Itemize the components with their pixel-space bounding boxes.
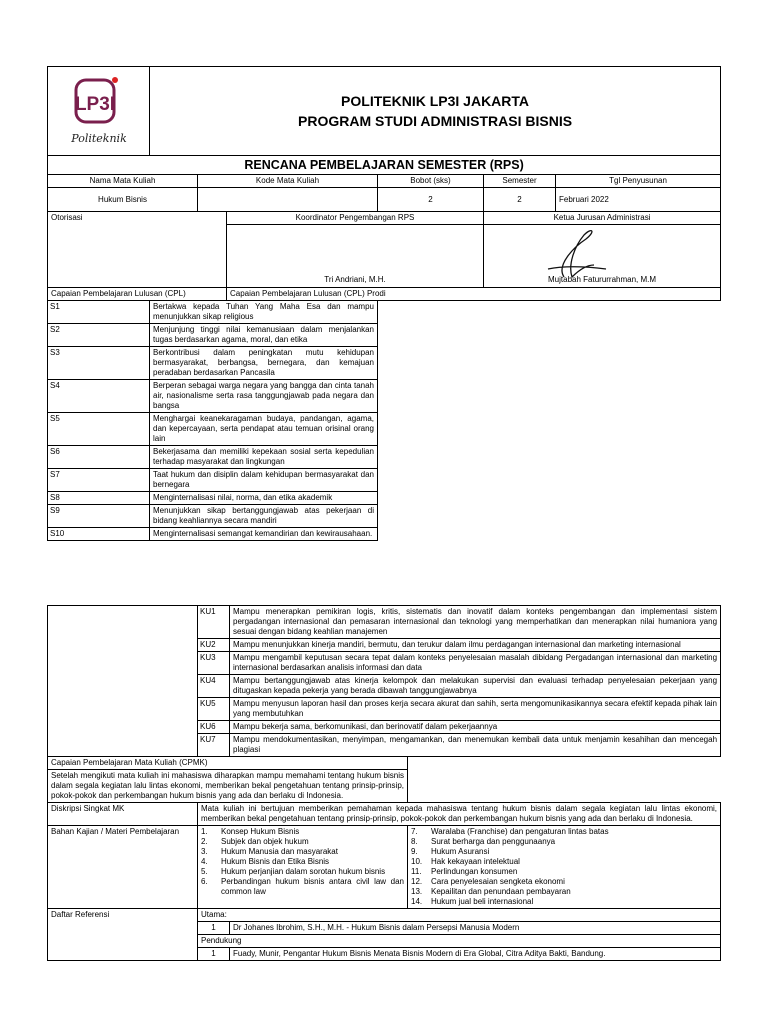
references-main-label: Utama: xyxy=(198,909,721,922)
cpl-row xyxy=(48,301,721,324)
material-item xyxy=(411,897,717,907)
ku-text: Mampu bertanggungjawab atas kinerja kelompok dan melakukan supervisi dan evaluasi terhadap penyelesaian pekerjaan yang ditugaskan kepada pekerja yang berada dibawah tanggungjawabnya xyxy=(230,675,721,698)
course-date: Februari 2022 xyxy=(556,188,721,212)
cpmk-title: Capaian Pembelajaran Mata Kuliah (CPMK) xyxy=(48,757,408,770)
material-number: 13. xyxy=(411,887,423,896)
document-title: RENCANA PEMBELAJARAN SEMESTER (RPS) xyxy=(48,156,721,175)
material-text: Hak kekayaan intelektual xyxy=(431,857,520,866)
cpl-code: S5 xyxy=(48,413,150,446)
cpl-text: Bertakwa kepada Tuhan Yang Maha Esa dan mampu menunjukkan sikap religious xyxy=(150,301,378,324)
description-label: Diskripsi Singkat MK xyxy=(48,803,198,826)
cpl-text: Menginternalisasi nilai, norma, dan etika akademik xyxy=(150,492,378,505)
material-item xyxy=(411,837,717,847)
course-semester: 2 xyxy=(484,188,556,212)
material-number: 14. xyxy=(411,897,423,906)
ku-text: Mampu mendokumentasikan, menyimpan, mengamankan, dan menemukan kembali data untuk menjamin kesahihan dan mencegah plagiasi xyxy=(230,734,721,757)
col-course-code: Kode Mata Kuliah xyxy=(198,175,378,188)
cpl-code: S10 xyxy=(48,528,150,541)
material-text: Subjek dan objek hukum xyxy=(221,837,309,846)
references-label: Daftar Referensi xyxy=(48,909,198,961)
program-name: PROGRAM STUDI ADMINISTRASI BISNIS xyxy=(298,113,573,129)
cpl-text: Berperan sebagai warga negara yang bangga dan cinta tanah air, nasionalisme serta rasa tanggungjawab pada negara dan bangsa xyxy=(150,380,378,413)
cpl-code: S3 xyxy=(48,347,150,380)
ku-code: KU4 xyxy=(198,675,230,698)
material-item xyxy=(201,867,404,877)
reference-support-item: Fuady, Munir, Pengantar Hukum Bisnis Menata Bisnis Modern di Era Global, Citra Aditya Bakti, Bandung. xyxy=(230,948,721,961)
material-item xyxy=(411,877,717,887)
material-text: Surat berharga dan penggunaanya xyxy=(431,837,556,846)
cpl-row xyxy=(48,324,721,347)
material-number: 4. xyxy=(201,857,208,866)
material-text: Perbandingan hukum bisnis antara civil law dan common law xyxy=(221,877,404,896)
ku-text: Mampu menerapkan pemikiran logis, kritis, sistematis dan inovatif dalam konteks pengembangan dan implementasi sistem pergadangan internasional dan pemasaran internasional dan teknologi yang memperhatikan dan menerapkan nilai humaniora yang sesuai dengan bidang keahlian manajemen xyxy=(230,606,721,639)
material-number: 11. xyxy=(411,867,422,876)
cpl-code: S7 xyxy=(48,469,150,492)
cpl-text: Menginternalisasi semangat kemandirian dan kewirausahaan. xyxy=(150,528,378,541)
reference-main-item: Dr Johanes Ibrohim, S.H., M.H. - Hukum Bisnis dalam Persepsi Manusia Modern xyxy=(230,922,721,935)
material-text: Hukum jual beli internasional xyxy=(431,897,534,906)
logo-text: LP3I xyxy=(74,93,115,115)
cpl-row xyxy=(48,446,721,469)
col-credits: Bobot (sks) xyxy=(378,175,484,188)
material-number: 7. xyxy=(411,827,418,836)
cpl-section-title: Capaian Pembelajaran Lulusan (CPL) Prodi xyxy=(227,288,721,301)
col-course-name: Nama Mata Kuliah xyxy=(48,175,198,188)
cpl-label: Capaian Pembelajaran Lulusan (CPL) xyxy=(48,288,227,301)
material-text: Cara penyelesaian sengketa ekonomi xyxy=(431,877,565,886)
material-number: 1. xyxy=(201,827,208,836)
cpl-text: Taat hukum dan disiplin dalam kehidupan bermasyarakat dan bernegara xyxy=(150,469,378,492)
material-item xyxy=(411,827,717,837)
ku-code: KU2 xyxy=(198,639,230,652)
material-item xyxy=(411,857,717,867)
cpl-code: S8 xyxy=(48,492,150,505)
ku-text: Mampu bekerja sama, berkomunikasi, dan berinovatif dalam pekerjaannya xyxy=(230,721,721,734)
coordinator-title: Koordinator Pengembangan RPS xyxy=(227,212,484,225)
ku-text: Mampu menunjukkan kinerja mandiri, bermutu, dan terukur dalam ilmu perdagangan internasional dan marketing internasional xyxy=(230,639,721,652)
cpl-text: Berkontribusi dalam peningkatan mutu kehidupan bermasyarakat, berbangsa, bernegara, dan kemajuan peradaban berdasarkan Pancasila xyxy=(150,347,378,380)
material-number: 9. xyxy=(411,847,418,856)
head-name: Mujtabah Fatururrahman, M.M xyxy=(548,275,657,284)
ku-code: KU5 xyxy=(198,698,230,721)
ku-code: KU6 xyxy=(198,721,230,734)
cpl-code: S9 xyxy=(48,505,150,528)
description-text: Mata kuliah ini bertujuan memberikan pemahaman kepada mahasiswa tentang hukum bisnis dalam segala kegiatan lalu lintas ekonomi, memberikan bekal pengetahuan tentang prinsip-prinsip, pokok-pokok dan perkembangan hukum bisnis yang ada dan berlaku di Indonesia. xyxy=(198,803,721,826)
materials-left-column xyxy=(198,826,408,909)
course-credits: 2 xyxy=(378,188,484,212)
material-text: Perlindungan konsumen xyxy=(431,867,518,876)
rps-header-table xyxy=(47,66,721,541)
institution-name: POLITEKNIK LP3I JAKARTA xyxy=(341,93,530,109)
material-item xyxy=(201,857,404,867)
material-item xyxy=(201,837,404,847)
ku-text: Mampu mengambil keputusan secara tepat dalam konteks penyelesaian masalah dibidang Pergadangan internasional dan marketing internasional berdasarkan analisis informasi dan data xyxy=(230,652,721,675)
ku-code: KU1 xyxy=(198,606,230,639)
cpmk-text: Setelah mengikuti mata kuliah ini mahasiswa diharapkan mampu memahami tentang hukum bisnis dalam segala kegiatan lalu lintas ekonomi, memberikan bekal pengetahuan tentang prinsip-prinsip, pokok-pokok dan perkembangan hukum bisnis yang ada dan berlaku di Indonesia. xyxy=(48,770,408,803)
cpl-continued-label xyxy=(48,606,198,757)
material-item xyxy=(201,847,404,857)
cpl-code: S4 xyxy=(48,380,150,413)
col-date: Tgl Penyusunan xyxy=(556,175,721,188)
cpl-row xyxy=(48,469,721,492)
material-text: Kepailitan dan penundaan pembayaran xyxy=(431,887,571,896)
cpl-row xyxy=(48,347,721,380)
material-number: 2. xyxy=(201,837,208,846)
lp3i-logo xyxy=(54,70,144,150)
logo-script: Politeknik xyxy=(70,131,127,145)
cpl-text: Menunjukkan sikap bertanggungjawab atas pekerjaan di bidang keahliannya secara mandiri xyxy=(150,505,378,528)
cpl-code: S2 xyxy=(48,324,150,347)
materials-label: Bahan Kajian / Materi Pembelajaran xyxy=(48,826,198,909)
material-text: Hukum Asuransi xyxy=(431,847,490,856)
col-semester: Semester xyxy=(484,175,556,188)
material-item xyxy=(411,847,717,857)
cpl-code: S1 xyxy=(48,301,150,324)
material-number: 12. xyxy=(411,877,423,886)
material-number: 10. xyxy=(411,857,423,866)
coordinator-name: Tri Andriani, M.H. xyxy=(324,275,386,284)
material-text: Hukum perjanjian dalam sorotan hukum bisnis xyxy=(221,867,386,876)
course-code xyxy=(198,188,378,212)
coordinator-signature-box xyxy=(227,225,484,288)
course-name: Hukum Bisnis xyxy=(48,188,198,212)
institution-header xyxy=(150,67,721,156)
material-item xyxy=(411,867,717,877)
references-support-label: Pendukung xyxy=(198,935,721,948)
ku-row xyxy=(48,606,721,639)
material-number: 6. xyxy=(201,877,208,886)
cpl-code: S6 xyxy=(48,446,150,469)
cpl-row xyxy=(48,380,721,413)
cpl-text: Bekerjasama dan memiliki kepekaan sosial serta kepedulian terhadap masyarakat dan lingkungan xyxy=(150,446,378,469)
material-item xyxy=(201,877,404,897)
authorization-label: Otorisasi xyxy=(48,212,227,288)
reference-support-number: 1 xyxy=(198,948,230,961)
material-text: Konsep Hukum Bisnis xyxy=(221,827,300,836)
cpl-text: Menghargai keanekaragaman budaya, pandangan, agama, dan kepercayaan, serta pendapat atau temuan orisinal orang lain xyxy=(150,413,378,446)
ku-code: KU7 xyxy=(198,734,230,757)
reference-main-number: 1 xyxy=(198,922,230,935)
cpl-row xyxy=(48,528,721,541)
material-number: 8. xyxy=(411,837,418,846)
cpl-text: Menjunjung tinggi nilai kemanusiaan dalam menjalankan tugas berdasarkan agama, moral, dan etika xyxy=(150,324,378,347)
material-number: 5. xyxy=(201,867,208,876)
ku-code: KU3 xyxy=(198,652,230,675)
materials-right-column xyxy=(408,826,721,909)
material-text: Hukum Manusia dan masyarakat xyxy=(221,847,338,856)
material-number: 3. xyxy=(201,847,208,856)
head-title: Ketua Jurusan Administrasi xyxy=(484,212,721,225)
rps-details-table xyxy=(47,605,721,961)
ku-text: Mampu menyusun laporan hasil dan proses kerja secara akurat dan sahih, serta mengomunikasikannya secara efektif kepada pihak lain yang membutuhkan xyxy=(230,698,721,721)
cpl-row xyxy=(48,413,721,446)
logo-cell xyxy=(48,67,150,156)
material-text: Waralaba (Franchise) dan pengaturan lintas batas xyxy=(431,827,609,836)
material-item xyxy=(411,887,717,897)
head-signature-box xyxy=(484,225,721,288)
material-item xyxy=(201,827,404,837)
material-text: Hukum Bisnis dan Etika Bisnis xyxy=(221,857,330,866)
cpl-row xyxy=(48,505,721,528)
cpl-row xyxy=(48,492,721,505)
